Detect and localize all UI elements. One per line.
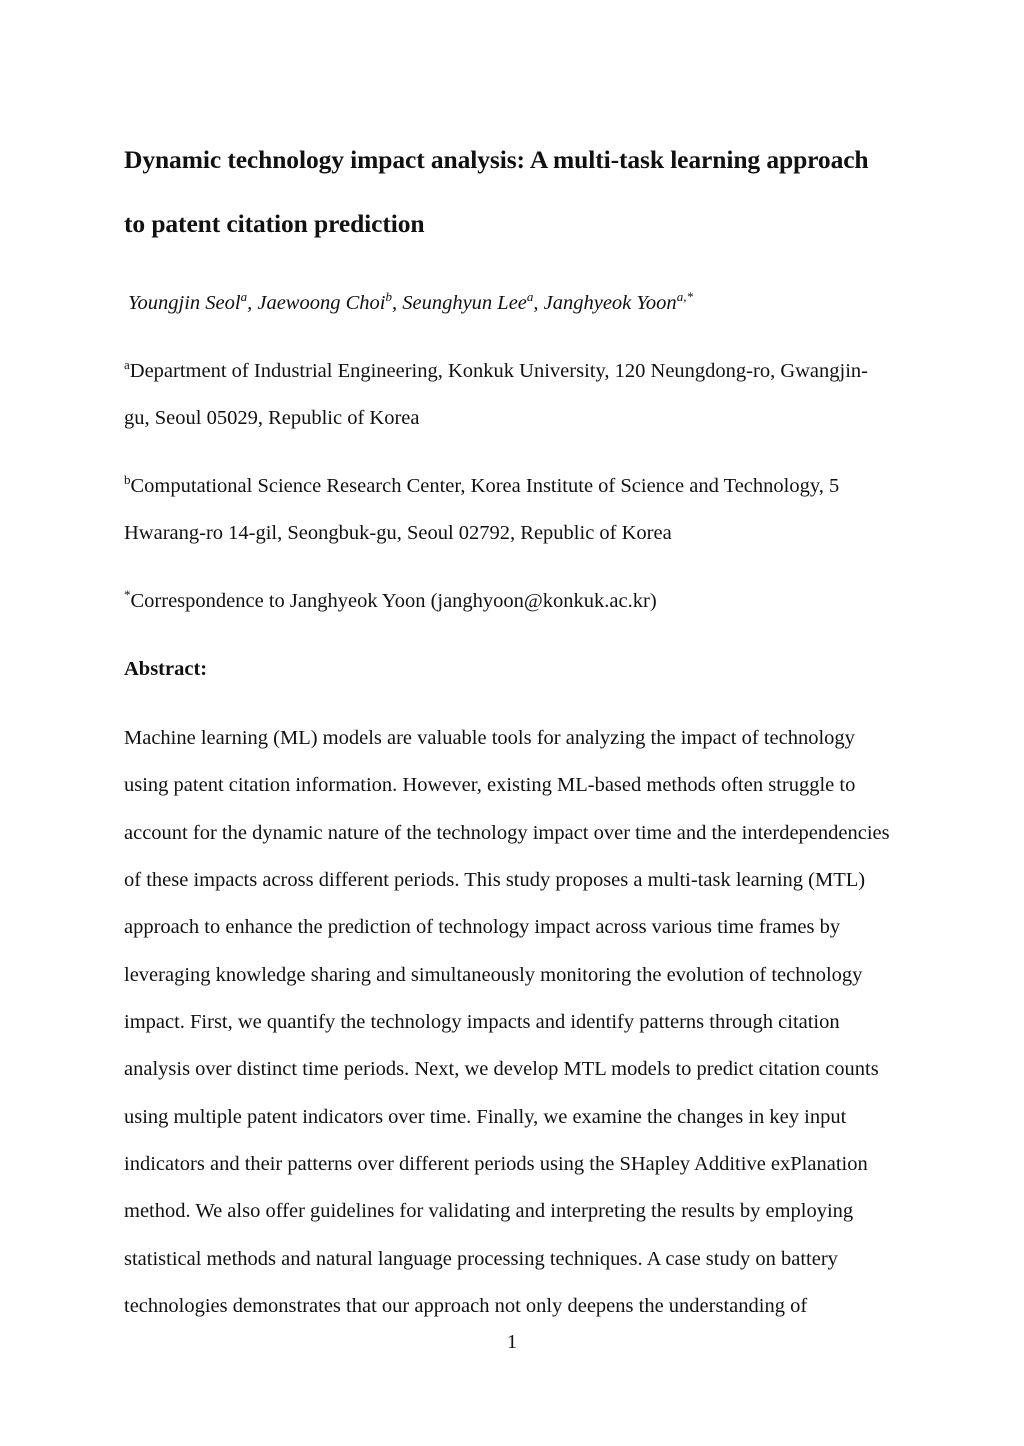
abstract-line: analysis over distinct time periods. Next, we develop MTL models to predict citation counts <box>124 1058 879 1081</box>
author-name: Seunghyun Lee <box>402 292 527 314</box>
correspondence-mark: * <box>124 587 131 603</box>
correspondence-note <box>124 578 657 625</box>
affiliation-mark: a <box>124 357 130 373</box>
abstract-body <box>124 715 890 1330</box>
author-separator: , <box>247 292 258 314</box>
author-affiliation-mark: b <box>385 289 392 305</box>
title-line: Dynamic technology impact analysis: A multi-task learning approach <box>124 145 869 174</box>
affiliation-a <box>124 348 868 442</box>
abstract-line: indicators and their patterns over different periods using the SHapley Additive exPlanation <box>124 1152 868 1175</box>
abstract-line: method. We also offer guidelines for validating and interpreting the results by employing <box>124 1200 854 1223</box>
abstract-line: using patent citation information. However, existing ML-based methods often struggle to <box>124 774 856 797</box>
author-name: Janghyeok Yoon <box>543 292 677 314</box>
author-name: Jaewoong Choi <box>257 292 386 314</box>
author-list <box>128 279 693 327</box>
author-separator: , <box>391 292 403 314</box>
author-separator: , <box>533 292 544 314</box>
abstract-line: of these impacts across different periods. This study proposes a multi-task learning (MTL) <box>124 868 866 891</box>
author-name: Youngjin Seol <box>128 292 241 314</box>
correspondence-text: Correspondence to Janghyeok Yoon (janghyoon@konkuk.ac.kr) <box>130 590 657 612</box>
title-line: to patent citation prediction <box>124 209 425 238</box>
affiliation-b <box>124 463 839 557</box>
abstract-line: approach to enhance the prediction of technology impact across various time frames by <box>124 916 841 939</box>
abstract-line: technologies demonstrates that our approach not only deepens the understanding of <box>124 1294 808 1317</box>
affiliation-line: Hwarang-ro 14-gil, Seongbuk-gu, Seoul 02792, Republic of Korea <box>124 522 672 544</box>
abstract-line: Machine learning (ML) models are valuable tools for analyzing the impact of technology <box>124 727 855 749</box>
page-number: 1 <box>507 1331 517 1353</box>
author-affiliation-mark: a <box>240 289 248 305</box>
affiliation-text: Computational Science Research Center, Korea Institute of Science and Technology, 5 <box>130 475 840 497</box>
author-affiliation-mark: a,* <box>676 289 693 305</box>
abstract-line: account for the dynamic nature of the technology impact over time and the interdependencies <box>124 821 890 844</box>
abstract-line: leveraging knowledge sharing and simultaneously monitoring the evolution of technology <box>124 963 863 986</box>
affiliation-line <box>124 348 868 395</box>
affiliation-text: Department of Industrial Engineering, Konkuk University, 120 Neungdong-ro, Gwangjin- <box>129 360 869 382</box>
author-affiliation-mark: a <box>526 289 534 305</box>
abstract-line: using multiple patent indicators over time. Finally, we examine the changes in key input <box>124 1105 847 1128</box>
abstract-line: statistical methods and natural language processing techniques. A case study on battery <box>124 1247 838 1270</box>
correspondence-line <box>124 578 657 625</box>
affiliation-line: gu, Seoul 05029, Republic of Korea <box>124 407 420 429</box>
paper-title <box>124 128 869 256</box>
affiliation-mark: b <box>124 472 131 488</box>
abstract-line: impact. First, we quantify the technology impacts and identify patterns through citation <box>124 1010 840 1033</box>
affiliation-line <box>124 463 839 510</box>
abstract-heading: Abstract: <box>124 658 208 680</box>
